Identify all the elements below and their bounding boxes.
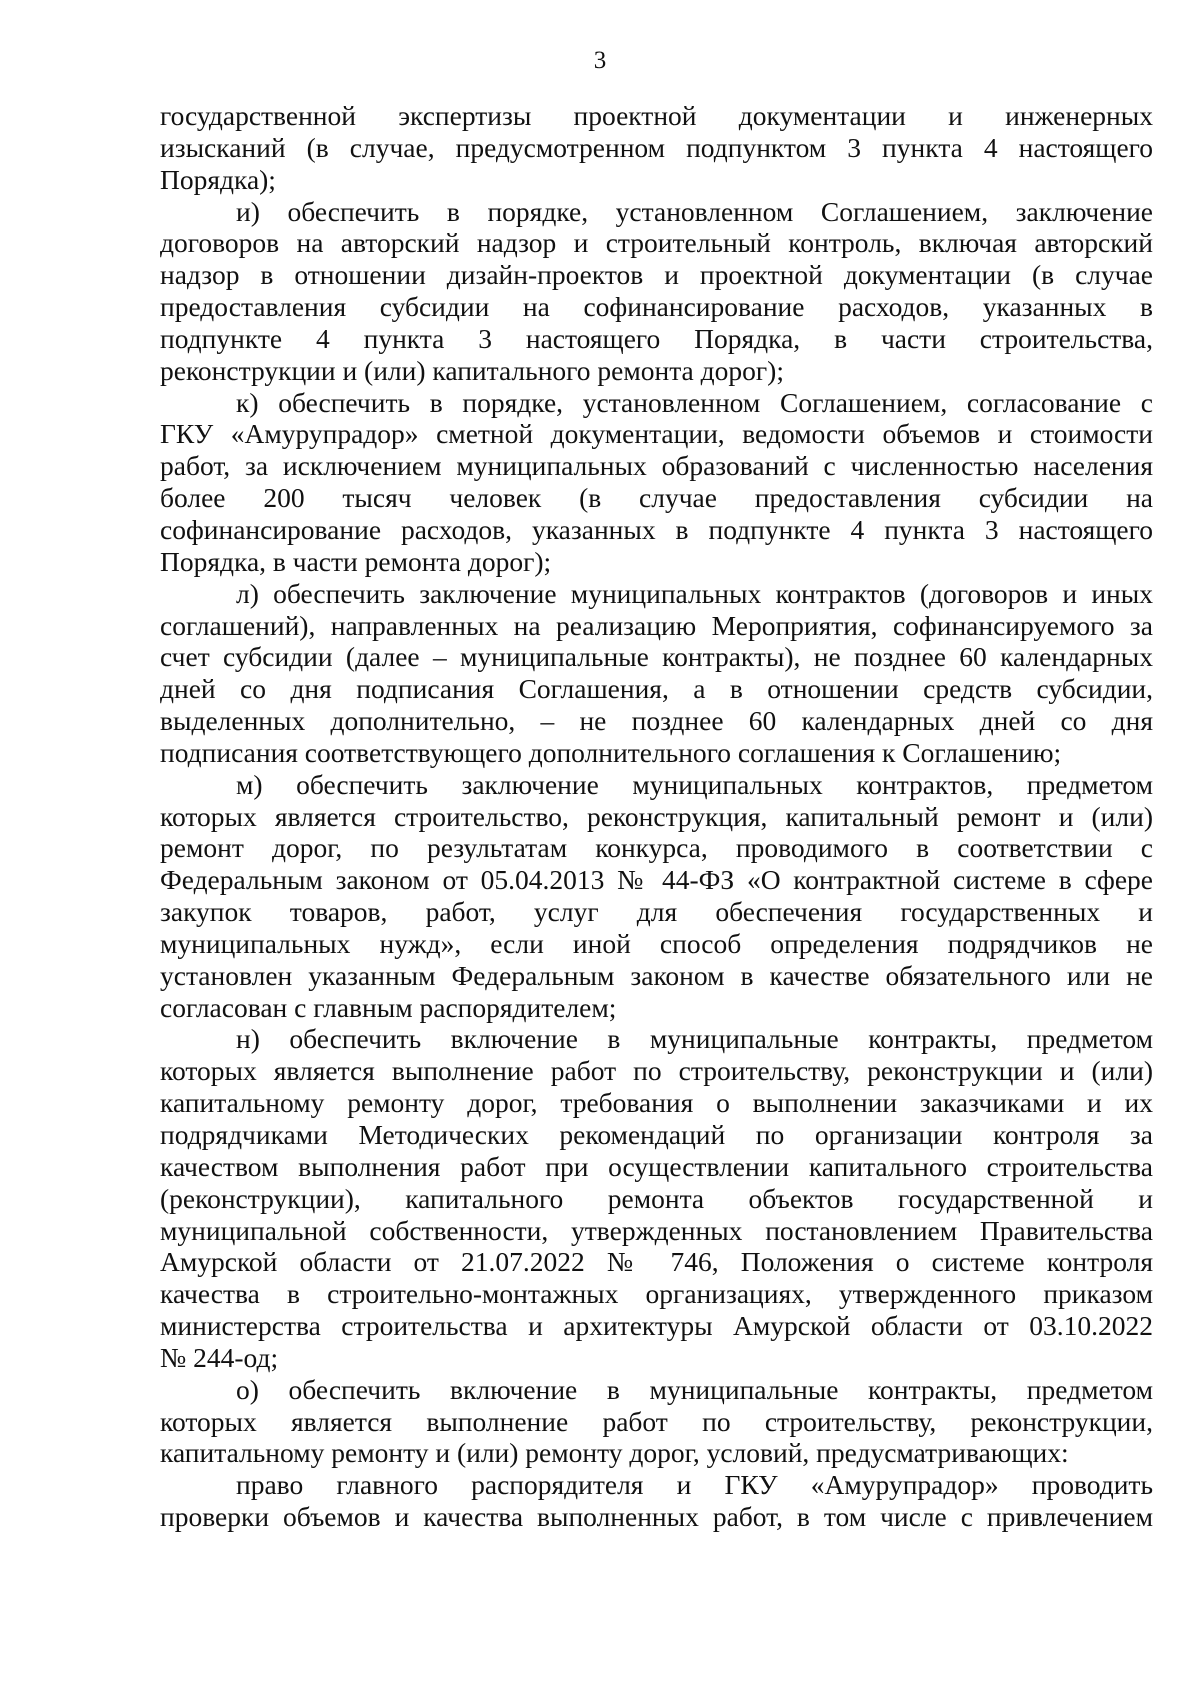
text-line: (реконструкции), капитального ремонта объектов государственной и — [160, 1182, 1153, 1214]
text-line: проверки объемов и качества выполненных работ, в том числе с привлечением — [160, 1501, 1153, 1533]
text-line: Амурской области от 21.07.2022 № 746, Положения о системе контроля — [160, 1246, 1153, 1278]
text-line: качеством выполнения работ при осуществлении капитального строительства — [160, 1150, 1153, 1182]
text-line: муниципальных нужд», если иной способ определения подрядчиков не — [160, 927, 1153, 959]
text-line: соглашений), направленных на реализацию Мероприятия, софинансируемого за — [160, 609, 1153, 641]
text-line: выделенных дополнительно, – не позднее 60 календарных дней со дня — [160, 705, 1153, 737]
text-line: качества в строительно-монтажных организациях, утвержденного приказом — [160, 1278, 1153, 1310]
text-line: муниципальной собственности, утвержденных постановлением Правительства — [160, 1214, 1153, 1246]
text-line: подписания соответствующего дополнительного соглашения к Соглашению; — [160, 736, 1062, 768]
text-line: подрядчиками Методических рекомендаций по организации контроля за — [160, 1119, 1153, 1150]
text-line: ремонт дорог, по результатам конкурса, проводимого в соответствии с — [160, 832, 1153, 864]
text-line: м) обеспечить заключение муниципальных контрактов, предметом — [236, 768, 1153, 800]
text-line: предоставления субсидии на софинансирование расходов, указанных в — [160, 291, 1153, 323]
text-line: л) обеспечить заключение муниципальных контрактов (договоров и иных — [236, 577, 1153, 609]
text-line: н) обеспечить включение в муниципальные контракты, предметом — [236, 1023, 1153, 1055]
text-line: работ, за исключением муниципальных образований с численностью населения — [160, 450, 1153, 482]
text-line: надзор в отношении дизайн-проектов и проектной документации (в случае — [160, 259, 1153, 291]
text-line: право главного распорядителя и ГКУ «Амурупрадор» проводить — [236, 1469, 1153, 1501]
text-line: закупок товаров, работ, услуг для обеспечения государственных и — [160, 896, 1153, 928]
text-line: Порядка); — [160, 163, 276, 195]
text-line: софинансирование расходов, указанных в подпункте 4 пункта 3 настоящего — [160, 513, 1153, 545]
document-body — [160, 100, 1153, 1533]
text-line: № 244-од; — [160, 1341, 279, 1373]
text-line: ГКУ «Амурупрадор» сметной документации, ведомости объемов и стоимости — [160, 418, 1153, 450]
text-line: дней со дня подписания Соглашения, а в отношении средств субсидии, — [160, 673, 1153, 705]
text-line: к) обеспечить в порядке, установленном Соглашением, согласование с — [236, 386, 1153, 418]
text-line: изысканий (в случае, предусмотренном подпунктом 3 пункта 4 настоящего — [160, 131, 1153, 163]
text-line: которых является выполнение работ по строительству, реконструкции и (или) — [160, 1055, 1153, 1087]
text-line: капитальному ремонту дорог, требования о выполнении заказчиками и их — [160, 1087, 1153, 1119]
text-line: установлен указанным Федеральным законом в качестве обязательного или не — [160, 959, 1153, 991]
text-line: подпункте 4 пункта 3 настоящего Порядка, в части строительства, — [160, 322, 1153, 354]
page-number: 3 — [593, 47, 607, 74]
text-line: Порядка, в части ремонта дорог); — [160, 545, 552, 577]
text-line: капитальному ремонту и (или) ремонту дорог, условий, предусматривающих: — [160, 1437, 1069, 1469]
text-line: о) обеспечить включение в муниципальные контракты, предметом — [236, 1373, 1153, 1405]
text-line: счет субсидии (далее – муниципальные контракты), не позднее 60 календарных — [160, 641, 1153, 673]
text-line: более 200 тысяч человек (в случае предоставления субсидии на — [160, 482, 1153, 514]
text-line: Федеральным законом от 05.04.2013 № 44-ФЗ «О контрактной системе в сфере — [160, 864, 1153, 896]
text-line: согласован с главным распорядителем; — [160, 991, 617, 1023]
text-line: которых является выполнение работ по строительству, реконструкции, — [160, 1405, 1153, 1437]
text-line: министерства строительства и архитектуры Амурской области от 03.10.2022 — [160, 1310, 1153, 1342]
text-line: которых является строительство, реконструкция, капитальный ремонт и (или) — [160, 800, 1153, 832]
text-line: договоров на авторский надзор и строительный контроль, включая авторский — [160, 227, 1153, 259]
text-line: реконструкции и (или) капитального ремонта дорог); — [160, 354, 784, 386]
text-line: и) обеспечить в порядке, установленном Соглашением, заключение — [236, 195, 1153, 227]
text-line: государственной экспертизы проектной документации и инженерных — [160, 100, 1153, 131]
